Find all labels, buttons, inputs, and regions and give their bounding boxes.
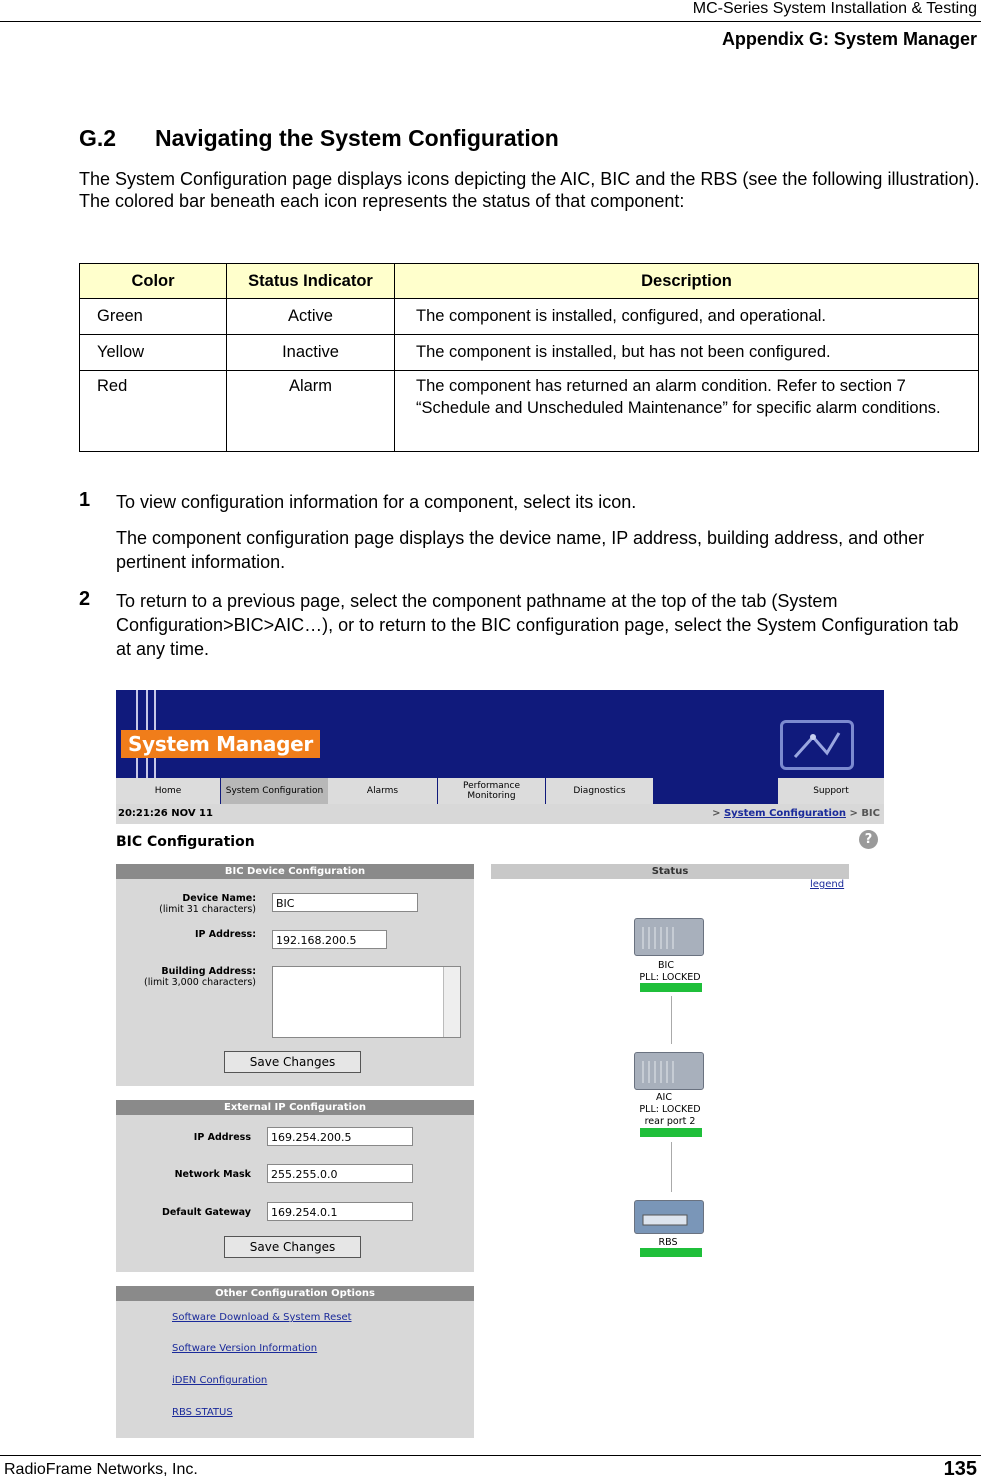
- section-title: Navigating the System Configuration: [155, 125, 559, 151]
- nav-tabs: [116, 778, 884, 804]
- panel-title: BIC Device Configuration: [116, 864, 474, 879]
- tab-diagnostics[interactable]: Diagnostics: [546, 778, 654, 804]
- cell-indicator: Active: [227, 299, 395, 335]
- panel-title: External IP Configuration: [116, 1100, 474, 1115]
- rbs-status-link[interactable]: RBS STATUS: [172, 1407, 233, 1418]
- tab-support[interactable]: Support: [778, 778, 884, 804]
- cell-indicator: Inactive: [227, 335, 395, 371]
- bic-pll-status: PLL: LOCKED: [639, 972, 701, 983]
- cell-color: Yellow: [80, 335, 227, 371]
- breadcrumb-sep: >: [712, 808, 721, 819]
- status-bar: [116, 804, 884, 824]
- textarea-scrollbar[interactable]: [443, 967, 460, 1037]
- cell-description: The component is installed, but has not been configured.: [395, 335, 979, 371]
- legend-link[interactable]: legend: [810, 879, 845, 890]
- connector-line: [671, 996, 672, 1044]
- iden-configuration-link[interactable]: iDEN Configuration: [172, 1375, 268, 1386]
- breadcrumb-system-configuration[interactable]: System Configuration: [723, 808, 846, 819]
- table-row: [80, 371, 979, 452]
- aic-label: AIC: [656, 1092, 672, 1103]
- breadcrumb-current: > BIC: [849, 808, 880, 819]
- status-panel-title: Status: [491, 864, 849, 879]
- rbs-unit-icon[interactable]: [634, 1200, 704, 1234]
- tab-system-configuration[interactable]: System Configuration: [221, 778, 329, 804]
- app-banner: [116, 690, 884, 778]
- ext-ip-input[interactable]: 169.254.200.5: [267, 1127, 413, 1146]
- bic-device-panel: [116, 864, 474, 1086]
- breadcrumb: [712, 808, 880, 819]
- tab-performance-monitoring[interactable]: [438, 778, 546, 804]
- header-status-indicator: Status Indicator: [227, 264, 395, 299]
- section-heading: [79, 125, 559, 152]
- bic-status-bar: [640, 983, 702, 992]
- table-row: [80, 299, 979, 335]
- header-color: Color: [80, 264, 227, 299]
- default-gateway-input[interactable]: 169.254.0.1: [267, 1202, 413, 1221]
- software-version-link[interactable]: Software Version Information: [172, 1343, 318, 1354]
- save-changes-button[interactable]: Save Changes: [224, 1051, 361, 1073]
- device-name-label: [116, 893, 256, 915]
- help-icon[interactable]: ?: [859, 830, 878, 849]
- cell-description: The component has returned an alarm condition. Refer to section 7 “Schedule and Unscheduled Maintenance” for specific alarm conditions.: [395, 371, 979, 452]
- appendix-title: Appendix G: System Manager: [721, 29, 977, 49]
- page-number: 135: [943, 1458, 977, 1480]
- save-changes-button[interactable]: Save Changes: [224, 1236, 361, 1258]
- footer-rule: [0, 1455, 981, 1456]
- step-text: To view configuration information for a component, select its icon.: [116, 492, 637, 512]
- status-table: [79, 263, 979, 452]
- building-address-label-text: Building Address:: [161, 966, 256, 977]
- device-name-hint: (limit 31 characters): [159, 904, 256, 915]
- aic-port: rear port 2: [644, 1116, 696, 1127]
- ext-ip-label: IP Address: [193, 1132, 251, 1143]
- section-number: G.2: [79, 125, 117, 151]
- step-text: To return to a previous page, select the component pathname at the top of the tab (System Configuration>BIC>AIC…), or to return to the BIC configuration page, select the System Configuration tab at any time.: [116, 591, 959, 659]
- network-mask-input[interactable]: 255.255.0.0: [267, 1164, 413, 1183]
- bic-chassis-icon[interactable]: [634, 918, 704, 956]
- footer-company: RadioFrame Networks, Inc.: [4, 1461, 198, 1478]
- building-address-hint: (limit 3,000 characters): [144, 977, 256, 988]
- intro-paragraph: The System Configuration page displays icons depicting the AIC, BIC and the RBS (see the following illustration). The colored bar beneath each icon represents the status of that component:: [79, 169, 980, 211]
- aic-pll-status: PLL: LOCKED: [639, 1104, 701, 1115]
- radioframe-icon: [780, 720, 854, 770]
- system-manager-screenshot: [116, 690, 884, 1438]
- cell-indicator: Alarm: [227, 371, 395, 452]
- building-address-textarea[interactable]: [272, 966, 461, 1038]
- header-rule: [0, 21, 981, 22]
- panel-title: Other Configuration Options: [116, 1286, 474, 1301]
- clock: 20:21:26 NOV 11: [118, 808, 213, 819]
- building-address-label: [116, 966, 256, 988]
- table-row: [80, 335, 979, 371]
- software-download-link[interactable]: Software Download & System Reset: [172, 1312, 352, 1323]
- rbs-label: RBS: [658, 1237, 678, 1248]
- tab-home[interactable]: Home: [116, 778, 221, 804]
- aic-status-bar: [640, 1128, 702, 1137]
- tab-perf-line1: Performance: [462, 781, 521, 791]
- default-gateway-label: Default Gateway: [161, 1207, 251, 1218]
- device-name-input[interactable]: BIC: [272, 893, 418, 912]
- rbs-status-bar: [640, 1248, 702, 1257]
- table-header-row: [80, 264, 979, 299]
- ip-address-label: IP Address:: [195, 929, 256, 940]
- bic-label: BIC: [658, 960, 674, 971]
- cell-color: Green: [80, 299, 227, 335]
- tab-perf-line2: Monitoring: [467, 791, 516, 801]
- page-title: BIC Configuration: [116, 834, 255, 850]
- network-mask-label: Network Mask: [174, 1169, 251, 1180]
- document-title: MC-Series System Installation & Testing: [692, 0, 977, 17]
- ip-address-input[interactable]: 192.168.200.5: [272, 930, 387, 949]
- cell-color: Red: [80, 371, 227, 452]
- device-name-label-text: Device Name:: [182, 893, 256, 904]
- external-ip-panel: [116, 1100, 474, 1272]
- aic-chassis-icon[interactable]: [634, 1052, 704, 1090]
- tab-alarms[interactable]: Alarms: [328, 778, 438, 804]
- app-logo: System Manager: [121, 730, 320, 758]
- step-number: 1: [79, 489, 91, 511]
- connector-line: [671, 1142, 672, 1192]
- other-options-panel: [116, 1286, 474, 1438]
- step-subtext: The component configuration page displays the device name, IP address, building address, and other pertinent information.: [116, 528, 925, 572]
- step-number: 2: [79, 588, 91, 610]
- cell-description: The component is installed, configured, and operational.: [395, 299, 979, 335]
- header-description: Description: [395, 264, 979, 299]
